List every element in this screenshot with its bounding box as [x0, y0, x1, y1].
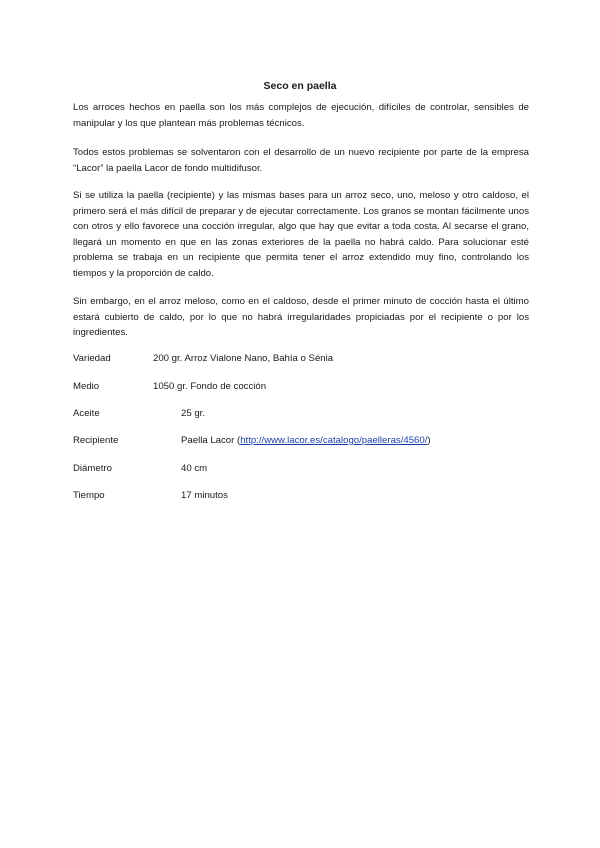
spec-label: Diámetro: [73, 463, 112, 474]
paragraph-intro: Los arroces hechos en paella son los más complejos de ejecución, difíciles de controlar, sensibles de manipular y los que plantean más problemas técnicos.: [73, 102, 529, 129]
spec-row-recipiente: [73, 434, 533, 448]
spec-row-medio: [73, 380, 533, 394]
spec-label: Tiempo: [73, 490, 105, 501]
spec-value: 1050 gr. Fondo de cocción: [153, 381, 267, 392]
document-title: Seco en paella: [263, 80, 337, 92]
spec-row-diametro: [73, 462, 533, 476]
paragraph-seco: Si se utiliza la paella (recipiente) y las mismas bases para un arroz seco, uno, meloso y otro caldoso, el primero será el más difícil de preparar y de ejecutar correctamente. Los granos se montan fácilmente unos con otros y ello favorece una cocción irregular, algo que hay que evitar a toda costa. Al secarse el grano, llegará un momento en que en las zonas exteriores de la paella no habrá caldo. Para solucionar esté problema se trabaja en un recipiente que permita tener el arroz extendido muy fino, controlando los tiempos y la proporción de caldo.: [73, 190, 529, 279]
spec-row-variedad: [73, 352, 533, 366]
spec-row-aceite: [73, 407, 533, 421]
spec-value: 40 cm: [181, 463, 208, 474]
spec-value: 25 gr.: [181, 408, 206, 419]
spec-row-tiempo: [73, 489, 533, 503]
spec-value: 200 gr. Arroz Vialone Nano, Bahía o Sénia: [153, 353, 334, 364]
spec-label: Medio: [73, 381, 100, 392]
lacor-catalog-link[interactable]: http://www.lacor.es/catalogo/paelleras/4560/: [240, 435, 428, 446]
spec-value: [181, 434, 431, 448]
recipiente-suffix: ): [427, 435, 431, 446]
paragraph-meloso: Sin embargo, en el arroz meloso, como en el caldoso, desde el primer minuto de cocción hasta el último estará cubierto de caldo, por lo que no habrá irregularidades propiciadas por el recipiente o por los ingredientes.: [73, 296, 529, 338]
spec-label: Recipiente: [73, 435, 119, 446]
spec-label: Aceite: [73, 408, 100, 419]
spec-value: 17 minutos: [181, 490, 228, 501]
paragraph-lacor: Todos estos problemas se solventaron con el desarrollo de un nuevo recipiente por parte de la empresa “Lacor” la paella Lacor de fondo multidifusor.: [73, 147, 529, 174]
spec-label: Variedad: [73, 353, 111, 364]
recipiente-prefix: Paella Lacor (: [181, 435, 241, 446]
